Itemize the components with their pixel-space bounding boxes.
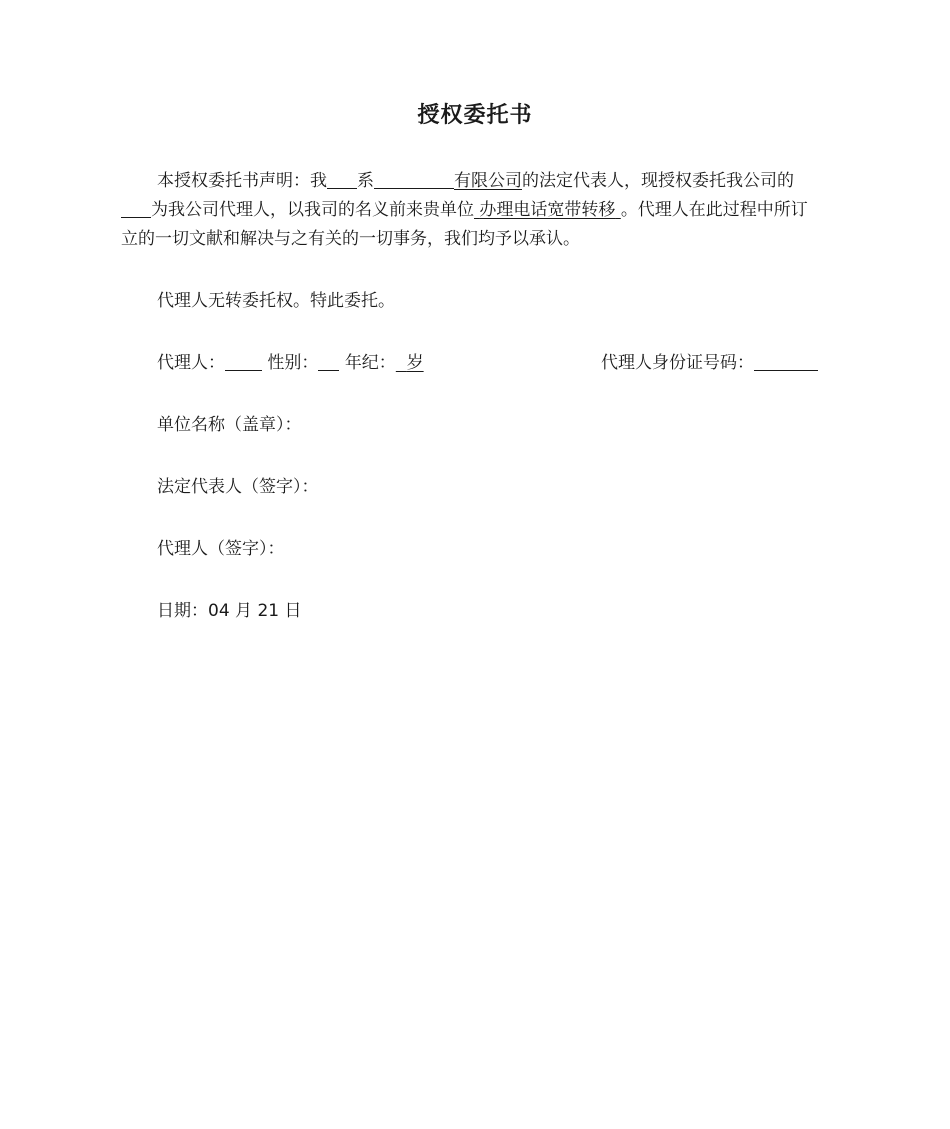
gender-label: 性别： bbox=[267, 353, 319, 373]
company-suffix: 有限公司 bbox=[454, 171, 522, 191]
intro-text-4: 为我公司代理人，以我司的名义前来贵单位 bbox=[151, 200, 474, 220]
agent-sign-line: 代理人（签字）： bbox=[157, 539, 285, 559]
age-unit: 岁 bbox=[406, 353, 424, 373]
id-blank bbox=[754, 352, 818, 371]
agent-info-line bbox=[157, 351, 424, 375]
matter-underlined bbox=[474, 200, 621, 220]
document-title: 授权委托书 bbox=[417, 103, 533, 128]
gender-blank bbox=[318, 352, 339, 371]
intro-text-5: 。代理人在此过程中所订立的一切文献和解决与之有关的一切事务，我们均予以承认。 bbox=[121, 200, 808, 249]
date-line: 日期：04 月 21 日 bbox=[157, 601, 302, 621]
matter-text: 办理电话宽带转移 bbox=[479, 200, 616, 220]
name-blank bbox=[327, 170, 357, 189]
unit-name-line: 单位名称（盖章）： bbox=[157, 415, 302, 435]
intro-text-3: 的法定代表人，现授权委托我公司的 bbox=[522, 171, 794, 191]
age-field bbox=[396, 353, 424, 373]
legal-rep-line: 法定代表人（签字）： bbox=[157, 477, 319, 497]
company-blank bbox=[374, 170, 454, 189]
age-label: 年纪： bbox=[344, 353, 396, 373]
id-label: 代理人身份证号码： bbox=[601, 353, 754, 373]
intro-text-2: 系 bbox=[357, 171, 374, 191]
id-number-line bbox=[601, 351, 818, 375]
intro-text-1: 本授权委托书声明：我 bbox=[157, 171, 327, 191]
no-transfer-line: 代理人无转委托权。特此委托。 bbox=[157, 291, 395, 311]
intro-paragraph bbox=[121, 167, 821, 254]
agent-label: 代理人： bbox=[157, 353, 225, 373]
agent-blank bbox=[225, 352, 262, 371]
agent-name-blank bbox=[121, 199, 151, 218]
